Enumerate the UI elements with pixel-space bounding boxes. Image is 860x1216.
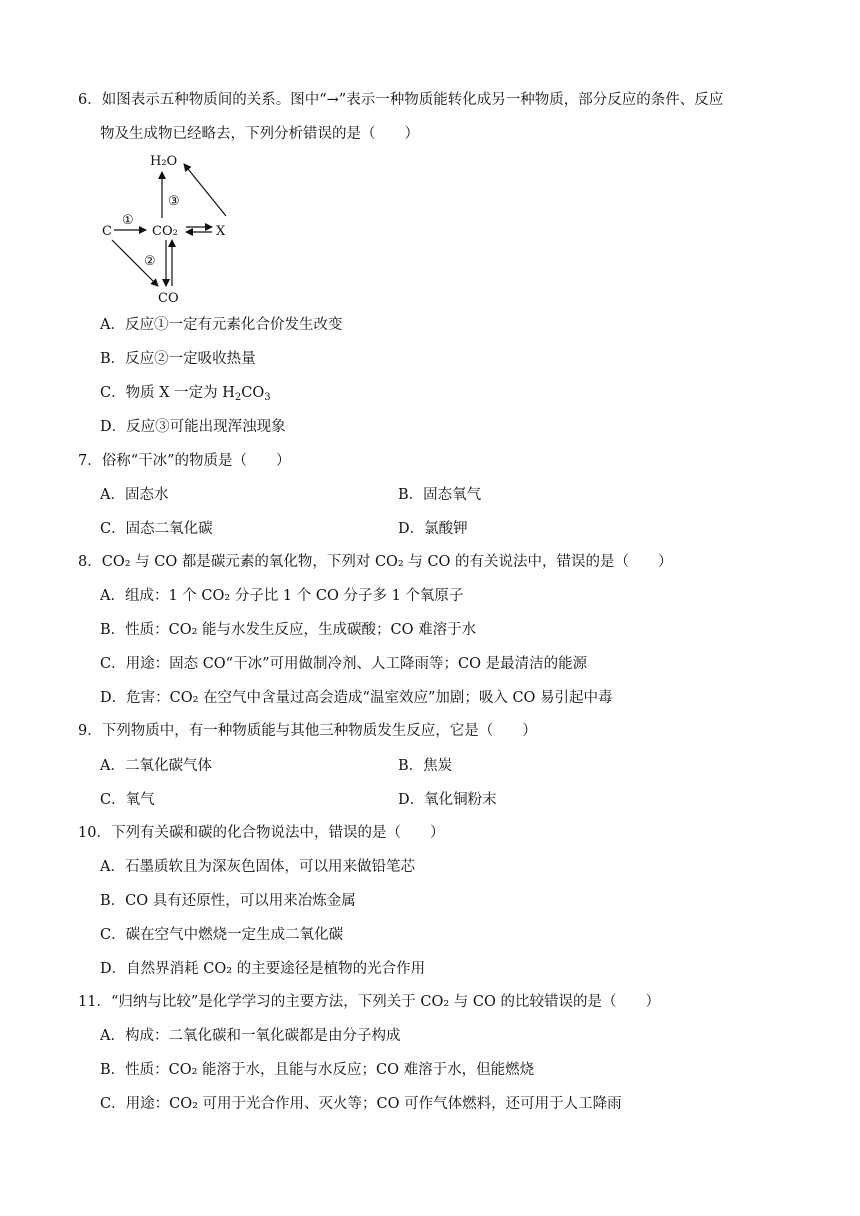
q10-option-d: D．自然界消耗 CO₂ 的主要途径是植物的光合作用: [100, 961, 426, 977]
question-10-stem: [78, 823, 444, 843]
question-6-stem-line2: 物及生成物已经略去，下列分析错误的是（ ）: [100, 126, 419, 142]
question-6-stem-line1: [78, 90, 723, 110]
q10-option-c: C．碳在空气中燃烧一定生成二氧化碳: [100, 927, 344, 943]
question-text: 俗称“干冰”的物质是（ ）: [101, 453, 291, 469]
q8-option-b: B．性质：CO₂ 能与水发生反应，生成碳酸；CO 难溶于水: [100, 622, 477, 638]
subscript: 3: [264, 392, 271, 403]
node-h2o: H₂O: [150, 154, 178, 169]
question-text: 下列物质中，有一种物质能与其他三种物质发生反应，它是（ ）: [101, 723, 537, 739]
q6-option-b: B．反应②一定吸收热量: [100, 351, 256, 367]
question-number: 10．: [78, 825, 111, 841]
question-number: 11．: [78, 994, 111, 1010]
question-number: 9．: [78, 723, 102, 739]
node-co: CO: [158, 291, 179, 306]
q9-option-d: D．氧化铜粉末: [398, 792, 497, 808]
q6-option-d: D．反应③可能出现浑浊现象: [100, 419, 286, 435]
q7-option-a: A．固态水: [100, 487, 169, 503]
q9-option-b: B．焦炭: [398, 758, 453, 774]
question-9-stem: [78, 721, 537, 741]
label-reaction-2: ②: [144, 254, 156, 269]
option-text: CO: [241, 385, 265, 401]
q6-option-a: A．反应①一定有元素化合价发生改变: [100, 317, 343, 333]
question-number: 7．: [78, 453, 102, 469]
reaction-diagram: [98, 150, 248, 310]
label-reaction-3: ③: [168, 194, 180, 209]
question-text: “归纳与比较”是化学学习的主要方法，下列关于 CO₂ 与 CO 的比较错误的是（ ）: [110, 994, 660, 1010]
q9-option-a: A．二氧化碳气体: [100, 758, 212, 774]
question-7-stem: [78, 451, 291, 471]
label-reaction-1: ①: [122, 213, 134, 228]
subscript: 2: [234, 392, 242, 403]
q9-option-c: C．氧气: [100, 792, 155, 808]
option-text: C．物质 X 一定为 H: [100, 385, 235, 401]
question-11-stem: [78, 992, 660, 1012]
node-c: C: [102, 224, 112, 239]
arrow-x-to-h2o: [184, 164, 226, 216]
q8-option-c: C．用途：固态 CO“干冰”可用做制冷剂、人工降雨等；CO 是最清洁的能源: [100, 656, 588, 672]
q10-option-a: A．石墨质软且为深灰色固体，可以用来做铅笔芯: [100, 859, 415, 875]
question-number: 8．: [78, 554, 102, 570]
question-number: 6．: [78, 92, 102, 108]
q7-option-d: D．氯酸钾: [398, 521, 468, 537]
q8-option-a: A．组成：1 个 CO₂ 分子比 1 个 CO 分子多 1 个氧原子: [100, 588, 464, 604]
question-text: 下列有关碳和碳的化合物说法中，错误的是（ ）: [110, 825, 445, 841]
q8-option-d: D．危害：CO₂ 在空气中含量过高会造成“温室效应”加剧；吸入 CO 易引起中毒: [100, 690, 613, 706]
node-x: X: [216, 224, 226, 239]
q7-option-b: B．固态氧气: [398, 487, 482, 503]
q10-option-b: B．CO 具有还原性，可以用来冶炼金属: [100, 893, 356, 909]
q7-option-c: C．固态二氧化碳: [100, 521, 213, 537]
question-text: 如图表示五种物质间的关系。图中“→”表示一种物质能转化成另一种物质，部分反应的条件、反应: [101, 92, 724, 108]
question-8-stem: [78, 552, 673, 572]
q11-option-c: C．用途：CO₂ 可用于光合作用、灭火等；CO 可作气体燃料，还可用于人工降雨: [100, 1096, 622, 1112]
question-text: CO₂ 与 CO 都是碳元素的氧化物，下列对 CO₂ 与 CO 的有关说法中，错误的是（ ）: [101, 554, 673, 570]
q6-option-c: [100, 383, 271, 403]
q11-option-a: A．构成：二氧化碳和一氧化碳都是由分子构成: [100, 1028, 401, 1044]
node-co2: CO₂: [152, 224, 178, 239]
q11-option-b: B．性质：CO₂ 能溶于水，且能与水反应；CO 难溶于水，但能燃烧: [100, 1062, 535, 1078]
